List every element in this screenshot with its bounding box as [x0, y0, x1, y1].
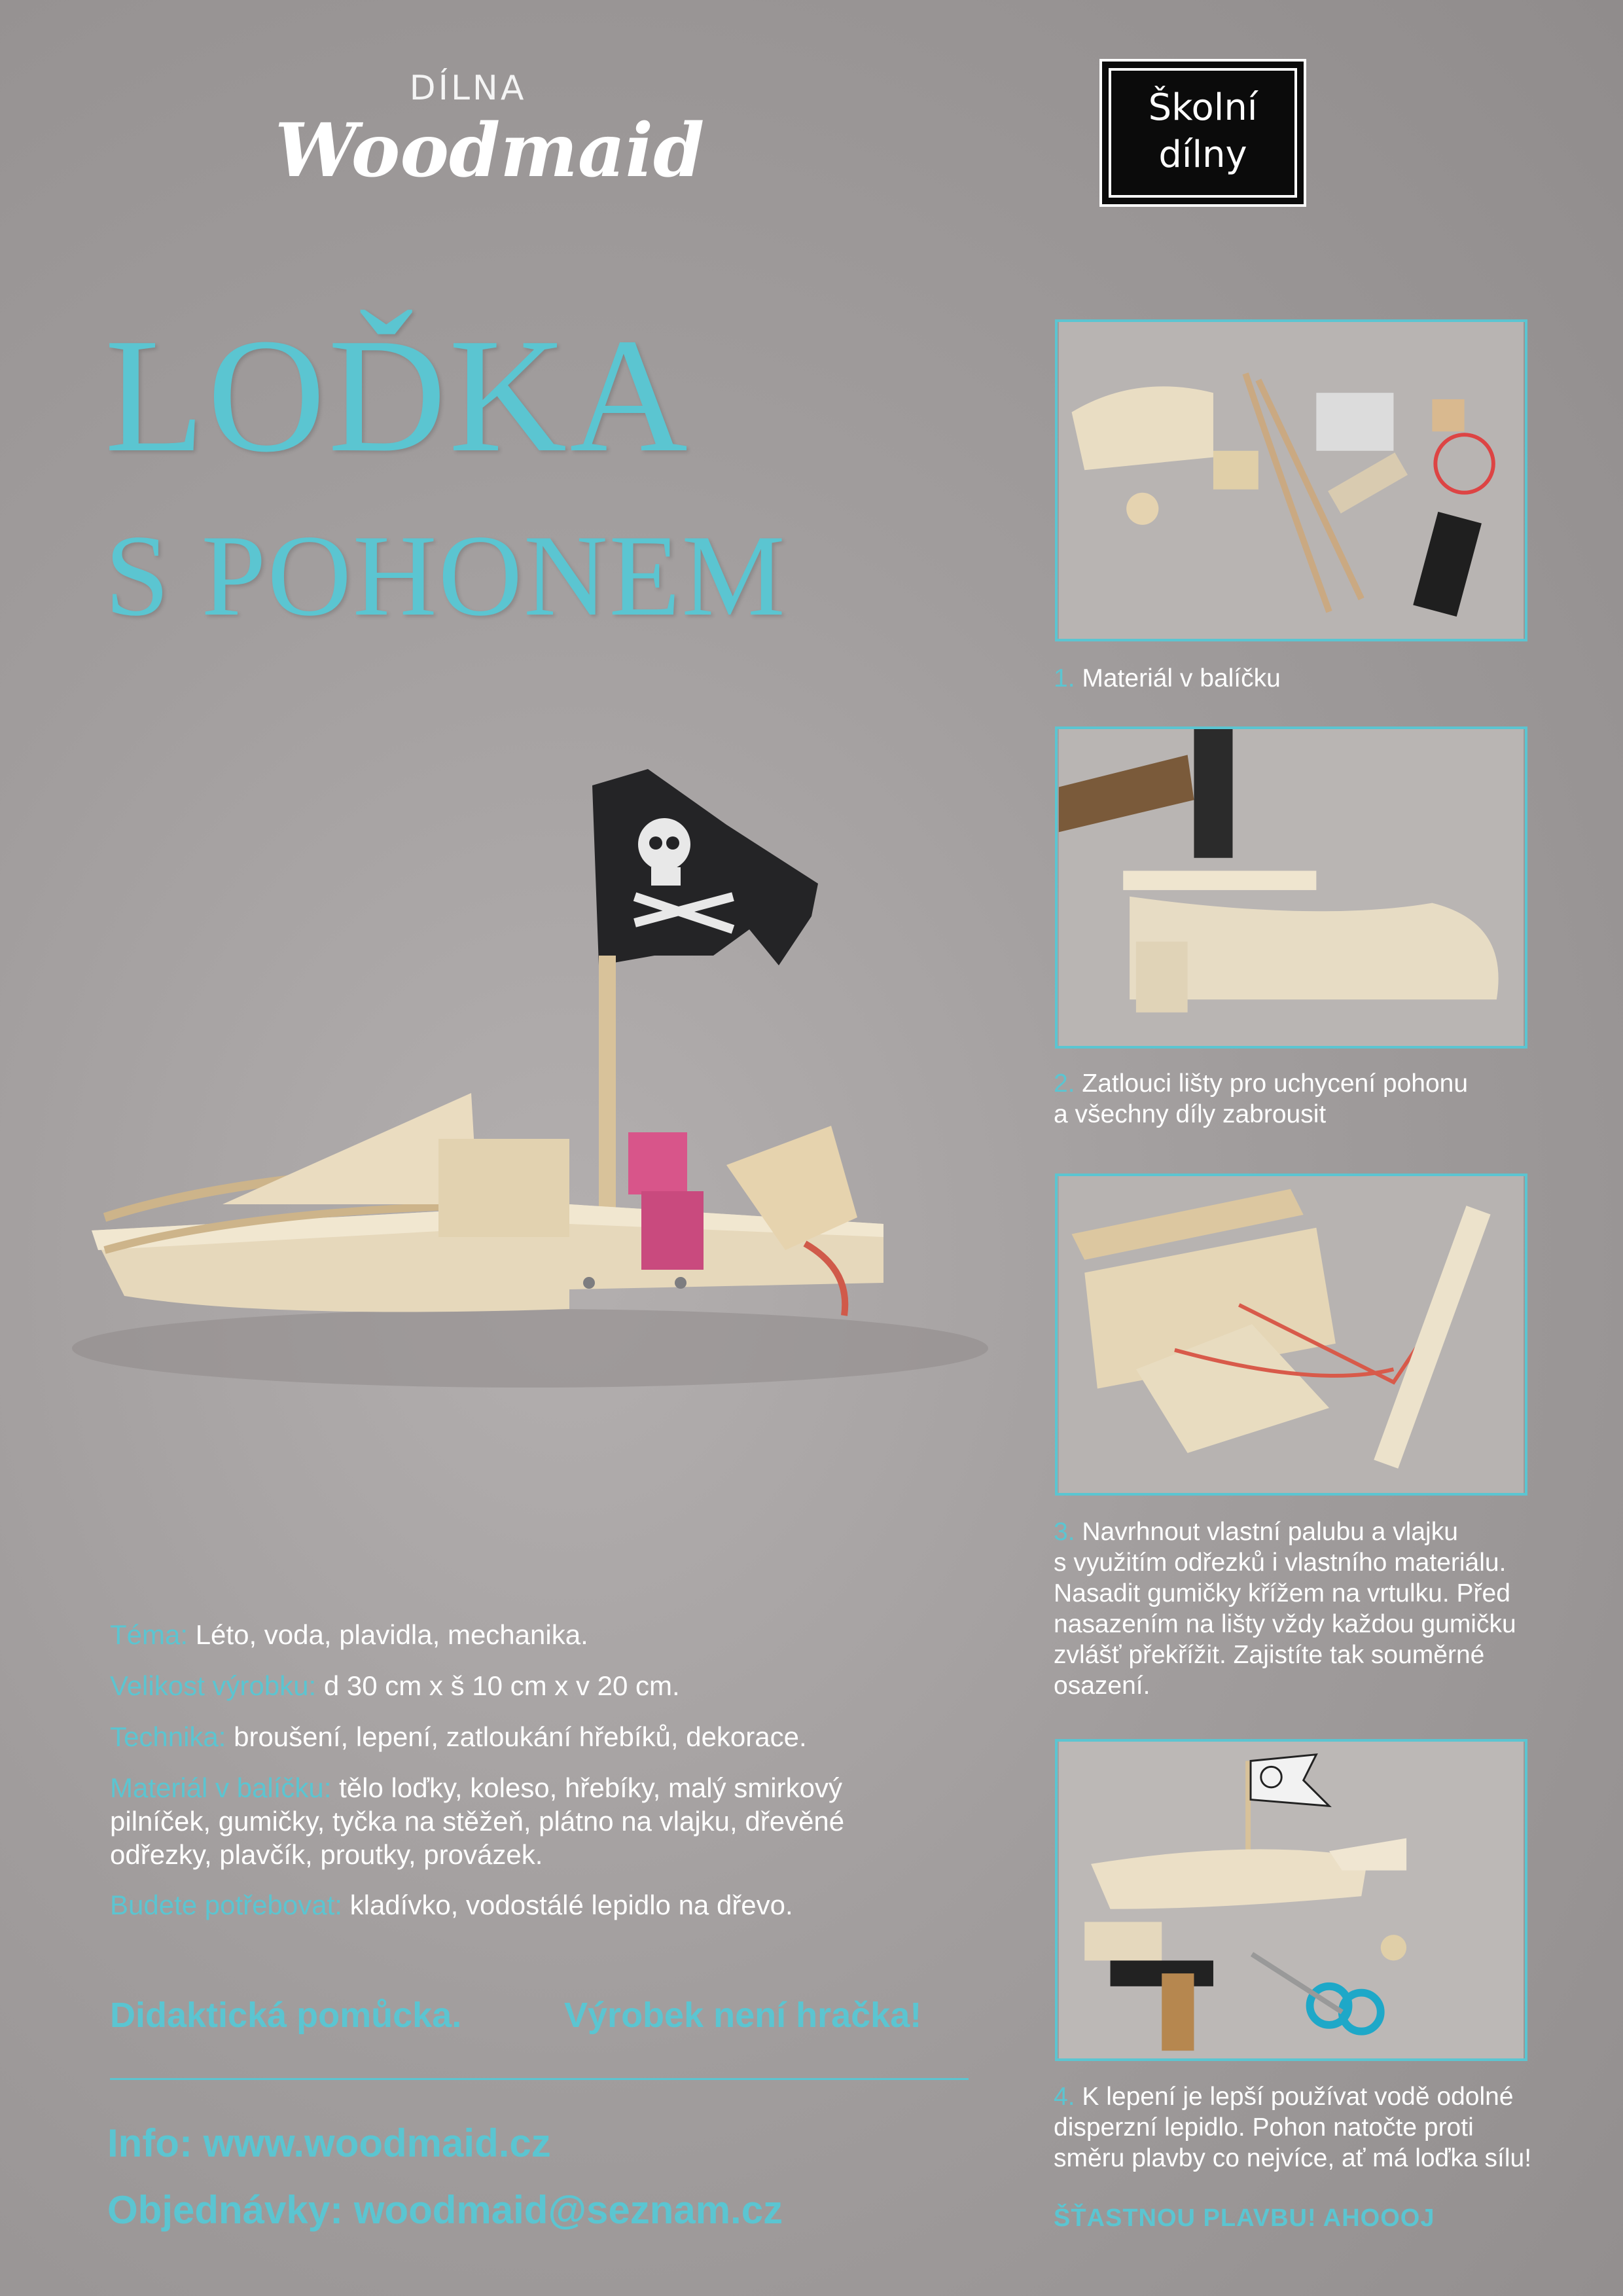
boat-photo [72, 707, 1041, 1460]
step-3-text-4: nasazením na lišty vždy každou gumičku [1054, 1610, 1516, 1638]
step-1-text: Materiál v balíčku [1082, 664, 1281, 692]
step-2-text: Zatlouci lišty pro uchycení pohonu [1082, 1069, 1469, 1098]
step-3-caption [1054, 1516, 1577, 1701]
info-technika-value: broušení, lepení, zatloukání hřebíků, dekorace. [226, 1721, 807, 1752]
woodmaid-logo [275, 69, 705, 206]
step-3-number: 3. [1054, 1518, 1075, 1546]
step-3-photo [1055, 1174, 1527, 1496]
step-4-photo [1055, 1739, 1527, 2061]
step-3-text-6: osazení. [1054, 1672, 1150, 1700]
info-technika [110, 1720, 961, 1753]
logo-skolni-text: Školní [1148, 86, 1258, 129]
page-title: LOĎKA [105, 305, 690, 486]
logo-dilna-text: DÍLNA [409, 69, 527, 108]
info-tema [110, 1618, 961, 1651]
info-potreba [110, 1888, 961, 1922]
info-technika-label: Technika: [110, 1721, 226, 1752]
logo-dilny-text: dílny [1158, 134, 1247, 176]
info-material-value-1: tělo loďky, koleso, hřebíky, malý smirkový [331, 1772, 842, 1803]
info-potreba-label: Budete potřebovat: [110, 1890, 342, 1920]
info-velikost [110, 1669, 961, 1702]
step-1-photo [1055, 319, 1527, 641]
section-divider [110, 2078, 969, 2080]
info-material-value-2: pilníček, gumičky, tyčka na stěžeň, plátno na vlajku, dřevěné [110, 1806, 845, 1837]
step-4-text-2: disperzní lepidlo. Pohon natočte proti [1054, 2113, 1474, 2142]
step-4-text-3: směru plavby co nejvíce, ať má loďka sílu! [1054, 2144, 1532, 2172]
skolni-dilny-logo [1099, 59, 1306, 207]
step-3-text: Navrhnout vlastní palubu a vlajku [1082, 1518, 1458, 1546]
step-2-number: 2. [1054, 1069, 1075, 1098]
page-subtitle: S POHONEM [105, 511, 787, 640]
step-4-caption [1054, 2081, 1577, 2174]
step-2-text-2: a všechny díly zabrousit [1054, 1100, 1327, 1128]
step-3-text-5: zvlášť překřížit. Zajistíte tak souměrné [1054, 1641, 1485, 1669]
contact-info-link[interactable]: Info: www.woodmaid.cz [107, 2121, 551, 2165]
info-velikost-label: Velikost výrobku: [110, 1670, 317, 1701]
step-1-caption [1054, 663, 1577, 694]
didactic-notice: Didaktická pomůcka. [110, 1996, 462, 2035]
step-3-text-3: Nasadit gumičky křížem na vrtulku. Před [1054, 1579, 1510, 1607]
step-2-photo [1055, 726, 1527, 1049]
not-toy-notice: Výrobek není hračka! [564, 1996, 922, 2035]
step-1-number: 1. [1054, 664, 1075, 692]
step-4-number: 4. [1054, 2083, 1075, 2111]
footer-cta: ŠŤASTNOU PLAVBU! AHOOOJ [1054, 2204, 1435, 2232]
info-material [110, 1771, 961, 1871]
step-4-text: K lepení je lepší používat vodě odolné [1082, 2083, 1514, 2111]
logo-woodmaid-text: Woodmaid [275, 108, 705, 194]
step-3-text-2: s využitím odřezků i vlastního materiálu. [1054, 1549, 1507, 1577]
info-material-value-3: odřezky, plavčík, proutky, provázek. [110, 1839, 543, 1870]
info-material-label: Materiál v balíčku: [110, 1772, 332, 1803]
step-2-caption [1054, 1068, 1577, 1130]
info-tema-value: Léto, voda, plavidla, mechanika. [188, 1619, 588, 1650]
info-potreba-value: kladívko, vodostálé lepidlo na dřevo. [342, 1890, 793, 1920]
info-tema-label: Téma: [110, 1619, 188, 1650]
info-velikost-value: d 30 cm x š 10 cm x v 20 cm. [316, 1670, 680, 1701]
contact-orders-email[interactable]: Objednávky: woodmaid@seznam.cz [107, 2188, 783, 2232]
